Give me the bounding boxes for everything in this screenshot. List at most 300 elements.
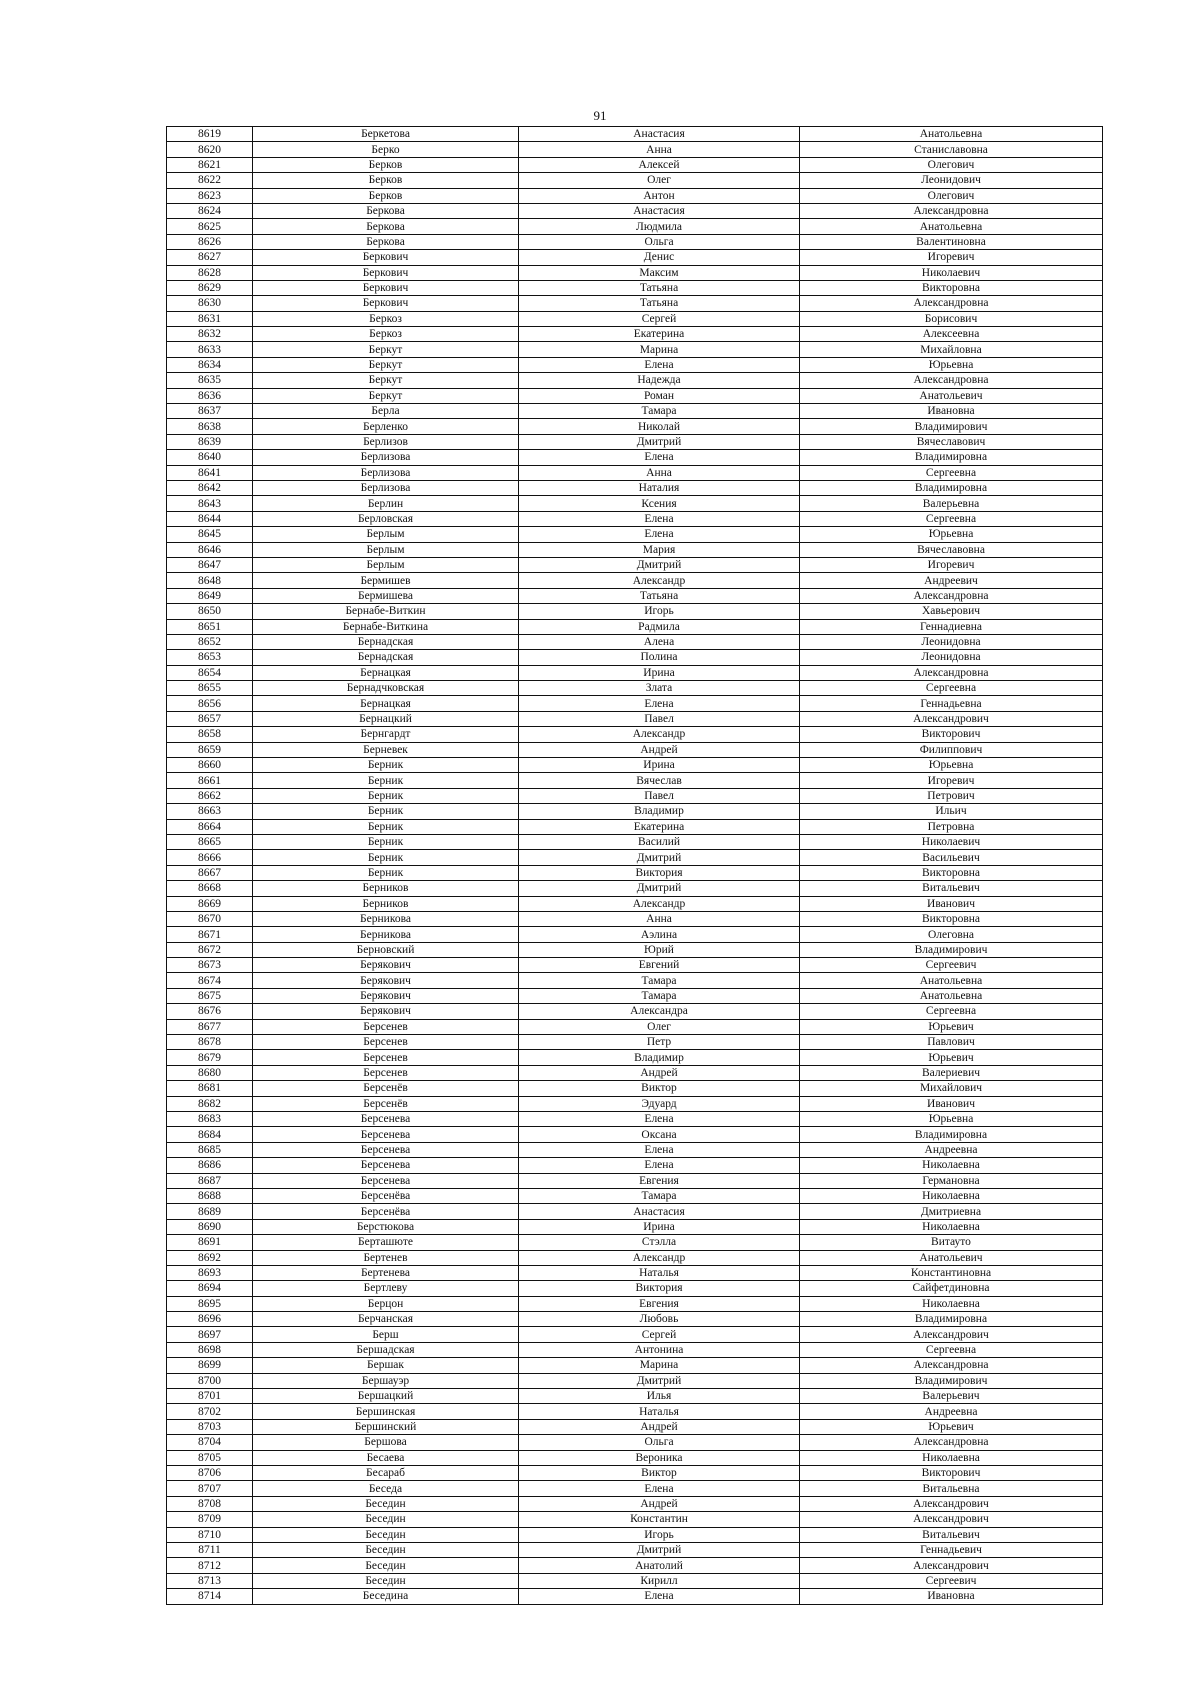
last-name-cell: Бернацкий [253, 711, 519, 726]
table-row [167, 1512, 1103, 1527]
row-number-cell: 8662 [167, 788, 253, 803]
row-number-cell: 8704 [167, 1435, 253, 1450]
last-name-cell: Берш [253, 1327, 519, 1342]
row-number-cell: 8625 [167, 219, 253, 234]
patronymic-cell: Иванович [800, 1096, 1103, 1111]
table-row [167, 711, 1103, 726]
first-name-cell: Илья [519, 1389, 800, 1404]
first-name-cell: Анастасия [519, 127, 800, 142]
table-row [167, 696, 1103, 711]
table-row [167, 327, 1103, 342]
patronymic-cell: Ильич [800, 804, 1103, 819]
registry-table [166, 126, 1103, 1605]
row-number-cell: 8624 [167, 203, 253, 218]
last-name-cell: Берташюте [253, 1235, 519, 1250]
table-row [167, 573, 1103, 588]
row-number-cell: 8667 [167, 865, 253, 880]
table-row [167, 1250, 1103, 1265]
last-name-cell: Бернацкая [253, 696, 519, 711]
patronymic-cell: Николаевна [800, 1188, 1103, 1203]
table-row [167, 681, 1103, 696]
patronymic-cell: Александровна [800, 1435, 1103, 1450]
table-row [167, 1496, 1103, 1511]
first-name-cell: Андрей [519, 1065, 800, 1080]
patronymic-cell: Витальевна [800, 1481, 1103, 1496]
last-name-cell: Бернабе-Виткин [253, 604, 519, 619]
row-number-cell: 8698 [167, 1342, 253, 1357]
last-name-cell: Берлизова [253, 465, 519, 480]
table-row [167, 1558, 1103, 1573]
table-row [167, 1173, 1103, 1188]
patronymic-cell: Александрович [800, 1327, 1103, 1342]
first-name-cell: Елена [519, 1481, 800, 1496]
patronymic-cell: Ивановна [800, 404, 1103, 419]
patronymic-cell: Валерьевич [800, 1389, 1103, 1404]
row-number-cell: 8659 [167, 742, 253, 757]
patronymic-cell: Викторович [800, 727, 1103, 742]
table-row [167, 1112, 1103, 1127]
row-number-cell: 8660 [167, 758, 253, 773]
table-row [167, 1050, 1103, 1065]
row-number-cell: 8696 [167, 1312, 253, 1327]
row-number-cell: 8687 [167, 1173, 253, 1188]
last-name-cell: Берновский [253, 942, 519, 957]
row-number-cell: 8691 [167, 1235, 253, 1250]
first-name-cell: Анна [519, 142, 800, 157]
table-row [167, 911, 1103, 926]
row-number-cell: 8688 [167, 1188, 253, 1203]
first-name-cell: Ирина [519, 758, 800, 773]
row-number-cell: 8702 [167, 1404, 253, 1419]
last-name-cell: Берко [253, 142, 519, 157]
table-row [167, 665, 1103, 680]
row-number-cell: 8672 [167, 942, 253, 957]
row-number-cell: 8690 [167, 1219, 253, 1234]
row-number-cell: 8633 [167, 342, 253, 357]
patronymic-cell: Валериевич [800, 1065, 1103, 1080]
first-name-cell: Елена [519, 1158, 800, 1173]
last-name-cell: Беркут [253, 388, 519, 403]
patronymic-cell: Алексеевна [800, 327, 1103, 342]
patronymic-cell: Игоревич [800, 557, 1103, 572]
last-name-cell: Бершак [253, 1358, 519, 1373]
row-number-cell: 8664 [167, 819, 253, 834]
row-number-cell: 8682 [167, 1096, 253, 1111]
row-number-cell: 8685 [167, 1142, 253, 1157]
row-number-cell: 8713 [167, 1573, 253, 1588]
first-name-cell: Мария [519, 542, 800, 557]
table-row [167, 881, 1103, 896]
last-name-cell: Берник [253, 834, 519, 849]
last-name-cell: Берсенёв [253, 1081, 519, 1096]
first-name-cell: Евгения [519, 1173, 800, 1188]
table-row [167, 527, 1103, 542]
last-name-cell: Бертлеву [253, 1281, 519, 1296]
patronymic-cell: Вячеславович [800, 434, 1103, 449]
first-name-cell: Виктория [519, 865, 800, 880]
row-number-cell: 8639 [167, 434, 253, 449]
first-name-cell: Людмила [519, 219, 800, 234]
last-name-cell: Берленко [253, 419, 519, 434]
table-row [167, 896, 1103, 911]
row-number-cell: 8681 [167, 1081, 253, 1096]
row-number-cell: 8632 [167, 327, 253, 342]
patronymic-cell: Владимирович [800, 419, 1103, 434]
patronymic-cell: Юрьевич [800, 1419, 1103, 1434]
row-number-cell: 8630 [167, 296, 253, 311]
last-name-cell: Беседин [253, 1527, 519, 1542]
patronymic-cell: Павлович [800, 1035, 1103, 1050]
first-name-cell: Николай [519, 419, 800, 434]
table-row [167, 1342, 1103, 1357]
first-name-cell: Тамара [519, 973, 800, 988]
patronymic-cell: Викторович [800, 1465, 1103, 1480]
row-number-cell: 8677 [167, 1019, 253, 1034]
table-row [167, 234, 1103, 249]
patronymic-cell: Анатольевна [800, 988, 1103, 1003]
table-row [167, 1312, 1103, 1327]
last-name-cell: Берник [253, 773, 519, 788]
table-row [167, 1589, 1103, 1604]
first-name-cell: Татьяна [519, 280, 800, 295]
row-number-cell: 8652 [167, 634, 253, 649]
patronymic-cell: Сергеевич [800, 1573, 1103, 1588]
last-name-cell: Беседин [253, 1512, 519, 1527]
last-name-cell: Берник [253, 865, 519, 880]
last-name-cell: Берсенева [253, 1158, 519, 1173]
table-row [167, 788, 1103, 803]
last-name-cell: Бермишева [253, 588, 519, 603]
patronymic-cell: Сергеевич [800, 958, 1103, 973]
last-name-cell: Бернадчковская [253, 681, 519, 696]
table-row [167, 388, 1103, 403]
first-name-cell: Дмитрий [519, 1373, 800, 1388]
first-name-cell: Александра [519, 1004, 800, 1019]
table-row [167, 1219, 1103, 1234]
first-name-cell: Ксения [519, 496, 800, 511]
last-name-cell: Беседин [253, 1573, 519, 1588]
row-number-cell: 8670 [167, 911, 253, 926]
first-name-cell: Марина [519, 1358, 800, 1373]
last-name-cell: Бершова [253, 1435, 519, 1450]
first-name-cell: Дмитрий [519, 850, 800, 865]
last-name-cell: Бертенев [253, 1250, 519, 1265]
row-number-cell: 8661 [167, 773, 253, 788]
row-number-cell: 8626 [167, 234, 253, 249]
last-name-cell: Берсенева [253, 1112, 519, 1127]
row-number-cell: 8619 [167, 127, 253, 142]
patronymic-cell: Геннадьевич [800, 1542, 1103, 1557]
last-name-cell: Берсенева [253, 1127, 519, 1142]
table-row [167, 1004, 1103, 1019]
patronymic-cell: Анатольевна [800, 127, 1103, 142]
first-name-cell: Константин [519, 1512, 800, 1527]
table-row [167, 1404, 1103, 1419]
patronymic-cell: Олегович [800, 188, 1103, 203]
patronymic-cell: Сергеевна [800, 681, 1103, 696]
row-number-cell: 8678 [167, 1035, 253, 1050]
first-name-cell: Елена [519, 1112, 800, 1127]
row-number-cell: 8706 [167, 1465, 253, 1480]
patronymic-cell: Борисович [800, 311, 1103, 326]
table-row [167, 511, 1103, 526]
patronymic-cell: Андреевна [800, 1142, 1103, 1157]
patronymic-cell: Александрович [800, 1558, 1103, 1573]
patronymic-cell: Геннадиевна [800, 619, 1103, 634]
patronymic-cell: Игоревич [800, 250, 1103, 265]
last-name-cell: Бершацкий [253, 1389, 519, 1404]
row-number-cell: 8714 [167, 1589, 253, 1604]
first-name-cell: Тамара [519, 988, 800, 1003]
table-row [167, 1188, 1103, 1203]
row-number-cell: 8686 [167, 1158, 253, 1173]
last-name-cell: Беседин [253, 1542, 519, 1557]
last-name-cell: Бернацкая [253, 665, 519, 680]
first-name-cell: Ирина [519, 665, 800, 680]
row-number-cell: 8712 [167, 1558, 253, 1573]
last-name-cell: Беркова [253, 203, 519, 218]
table-row [167, 604, 1103, 619]
table-row [167, 127, 1103, 142]
patronymic-cell: Олегович [800, 157, 1103, 172]
last-name-cell: Бернадская [253, 650, 519, 665]
table-row [167, 1127, 1103, 1142]
last-name-cell: Берник [253, 758, 519, 773]
last-name-cell: Берник [253, 804, 519, 819]
row-number-cell: 8684 [167, 1127, 253, 1142]
row-number-cell: 8709 [167, 1512, 253, 1527]
first-name-cell: Василий [519, 834, 800, 849]
patronymic-cell: Леонидовна [800, 650, 1103, 665]
first-name-cell: Виктор [519, 1081, 800, 1096]
row-number-cell: 8643 [167, 496, 253, 511]
last-name-cell: Берков [253, 188, 519, 203]
last-name-cell: Беркович [253, 250, 519, 265]
patronymic-cell: Хавьерович [800, 604, 1103, 619]
patronymic-cell: Александровна [800, 203, 1103, 218]
table-row [167, 1096, 1103, 1111]
patronymic-cell: Николаевич [800, 834, 1103, 849]
row-number-cell: 8705 [167, 1450, 253, 1465]
first-name-cell: Анастасия [519, 1204, 800, 1219]
last-name-cell: Беседина [253, 1589, 519, 1604]
table-row [167, 1081, 1103, 1096]
table-row [167, 1296, 1103, 1311]
patronymic-cell: Викторовна [800, 280, 1103, 295]
first-name-cell: Анатолий [519, 1558, 800, 1573]
first-name-cell: Радмила [519, 619, 800, 634]
last-name-cell: Беркоз [253, 311, 519, 326]
table-row [167, 404, 1103, 419]
patronymic-cell: Александровна [800, 373, 1103, 388]
row-number-cell: 8668 [167, 881, 253, 896]
patronymic-cell: Владимирович [800, 942, 1103, 957]
row-number-cell: 8648 [167, 573, 253, 588]
table-row [167, 1235, 1103, 1250]
last-name-cell: Берков [253, 173, 519, 188]
row-number-cell: 8645 [167, 527, 253, 542]
patronymic-cell: Анатольевич [800, 388, 1103, 403]
table-row [167, 280, 1103, 295]
last-name-cell: Бесараб [253, 1465, 519, 1480]
patronymic-cell: Владимирович [800, 1373, 1103, 1388]
table-row [167, 480, 1103, 495]
first-name-cell: Вячеслав [519, 773, 800, 788]
table-row [167, 865, 1103, 880]
row-number-cell: 8689 [167, 1204, 253, 1219]
table-row [167, 250, 1103, 265]
row-number-cell: 8674 [167, 973, 253, 988]
table-row [167, 819, 1103, 834]
first-name-cell: Антонина [519, 1342, 800, 1357]
last-name-cell: Берлизова [253, 450, 519, 465]
first-name-cell: Марина [519, 342, 800, 357]
last-name-cell: Берякович [253, 973, 519, 988]
last-name-cell: Беркут [253, 373, 519, 388]
patronymic-cell: Геннадьевна [800, 696, 1103, 711]
last-name-cell: Беркут [253, 357, 519, 372]
patronymic-cell: Вячеславовна [800, 542, 1103, 557]
table-row [167, 219, 1103, 234]
last-name-cell: Берцон [253, 1296, 519, 1311]
first-name-cell: Петр [519, 1035, 800, 1050]
table-row [167, 465, 1103, 480]
last-name-cell: Беседин [253, 1496, 519, 1511]
last-name-cell: Берсенев [253, 1019, 519, 1034]
patronymic-cell: Германовна [800, 1173, 1103, 1188]
last-name-cell: Берлизова [253, 480, 519, 495]
row-number-cell: 8683 [167, 1112, 253, 1127]
table-row [167, 342, 1103, 357]
patronymic-cell: Витальевич [800, 1527, 1103, 1542]
first-name-cell: Эдуард [519, 1096, 800, 1111]
table-row [167, 804, 1103, 819]
first-name-cell: Анна [519, 465, 800, 480]
patronymic-cell: Александровна [800, 588, 1103, 603]
row-number-cell: 8621 [167, 157, 253, 172]
table-row [167, 311, 1103, 326]
last-name-cell: Берникова [253, 911, 519, 926]
patronymic-cell: Васильевич [800, 850, 1103, 865]
registry-table-body [167, 127, 1103, 1605]
row-number-cell: 8680 [167, 1065, 253, 1080]
last-name-cell: Берникова [253, 927, 519, 942]
table-row [167, 203, 1103, 218]
first-name-cell: Елена [519, 450, 800, 465]
patronymic-cell: Михайловна [800, 342, 1103, 357]
patronymic-cell: Александрович [800, 1512, 1103, 1527]
last-name-cell: Берсенев [253, 1035, 519, 1050]
row-number-cell: 8666 [167, 850, 253, 865]
last-name-cell: Беседа [253, 1481, 519, 1496]
patronymic-cell: Юрьевна [800, 357, 1103, 372]
last-name-cell: Беркова [253, 234, 519, 249]
table-row [167, 727, 1103, 742]
row-number-cell: 8649 [167, 588, 253, 603]
row-number-cell: 8669 [167, 896, 253, 911]
row-number-cell: 8673 [167, 958, 253, 973]
patronymic-cell: Сайфетдиновна [800, 1281, 1103, 1296]
table-row [167, 1573, 1103, 1588]
table-row [167, 173, 1103, 188]
table-row [167, 557, 1103, 572]
patronymic-cell: Николаевна [800, 1296, 1103, 1311]
table-row [167, 988, 1103, 1003]
last-name-cell: Берков [253, 157, 519, 172]
patronymic-cell: Николаевна [800, 1450, 1103, 1465]
patronymic-cell: Константиновна [800, 1265, 1103, 1280]
last-name-cell: Берников [253, 881, 519, 896]
first-name-cell: Надежда [519, 373, 800, 388]
table-row [167, 927, 1103, 942]
first-name-cell: Дмитрий [519, 557, 800, 572]
last-name-cell: Берстюкова [253, 1219, 519, 1234]
table-row [167, 1465, 1103, 1480]
patronymic-cell: Сергеевна [800, 465, 1103, 480]
first-name-cell: Евгения [519, 1296, 800, 1311]
first-name-cell: Оксана [519, 1127, 800, 1142]
first-name-cell: Дмитрий [519, 434, 800, 449]
first-name-cell: Дмитрий [519, 881, 800, 896]
last-name-cell: Беркова [253, 219, 519, 234]
row-number-cell: 8703 [167, 1419, 253, 1434]
first-name-cell: Тамара [519, 404, 800, 419]
last-name-cell: Беркович [253, 280, 519, 295]
patronymic-cell: Анатольевна [800, 219, 1103, 234]
row-number-cell: 8623 [167, 188, 253, 203]
row-number-cell: 8675 [167, 988, 253, 1003]
last-name-cell: Берсенева [253, 1173, 519, 1188]
table-row [167, 1542, 1103, 1557]
patronymic-cell: Дмитриевна [800, 1204, 1103, 1219]
patronymic-cell: Владимировна [800, 450, 1103, 465]
last-name-cell: Беркоз [253, 327, 519, 342]
row-number-cell: 8635 [167, 373, 253, 388]
row-number-cell: 8637 [167, 404, 253, 419]
first-name-cell: Елена [519, 1142, 800, 1157]
table-row [167, 1035, 1103, 1050]
last-name-cell: Бершауэр [253, 1373, 519, 1388]
first-name-cell: Ольга [519, 1435, 800, 1450]
last-name-cell: Берников [253, 896, 519, 911]
last-name-cell: Берневек [253, 742, 519, 757]
last-name-cell: Берсенёв [253, 1096, 519, 1111]
last-name-cell: Берлым [253, 542, 519, 557]
last-name-cell: Берник [253, 850, 519, 865]
last-name-cell: Бернадская [253, 634, 519, 649]
table-row [167, 958, 1103, 973]
last-name-cell: Бернабе-Виткина [253, 619, 519, 634]
first-name-cell: Андрей [519, 1419, 800, 1434]
last-name-cell: Беркович [253, 296, 519, 311]
first-name-cell: Наталья [519, 1265, 800, 1280]
last-name-cell: Берякович [253, 988, 519, 1003]
first-name-cell: Андрей [519, 742, 800, 757]
row-number-cell: 8651 [167, 619, 253, 634]
last-name-cell: Бертенева [253, 1265, 519, 1280]
row-number-cell: 8627 [167, 250, 253, 265]
first-name-cell: Елена [519, 527, 800, 542]
patronymic-cell: Петровна [800, 819, 1103, 834]
last-name-cell: Берловская [253, 511, 519, 526]
table-row [167, 742, 1103, 757]
table-row [167, 973, 1103, 988]
last-name-cell: Берлизов [253, 434, 519, 449]
table-row [167, 1019, 1103, 1034]
first-name-cell: Екатерина [519, 327, 800, 342]
row-number-cell: 8663 [167, 804, 253, 819]
row-number-cell: 8641 [167, 465, 253, 480]
